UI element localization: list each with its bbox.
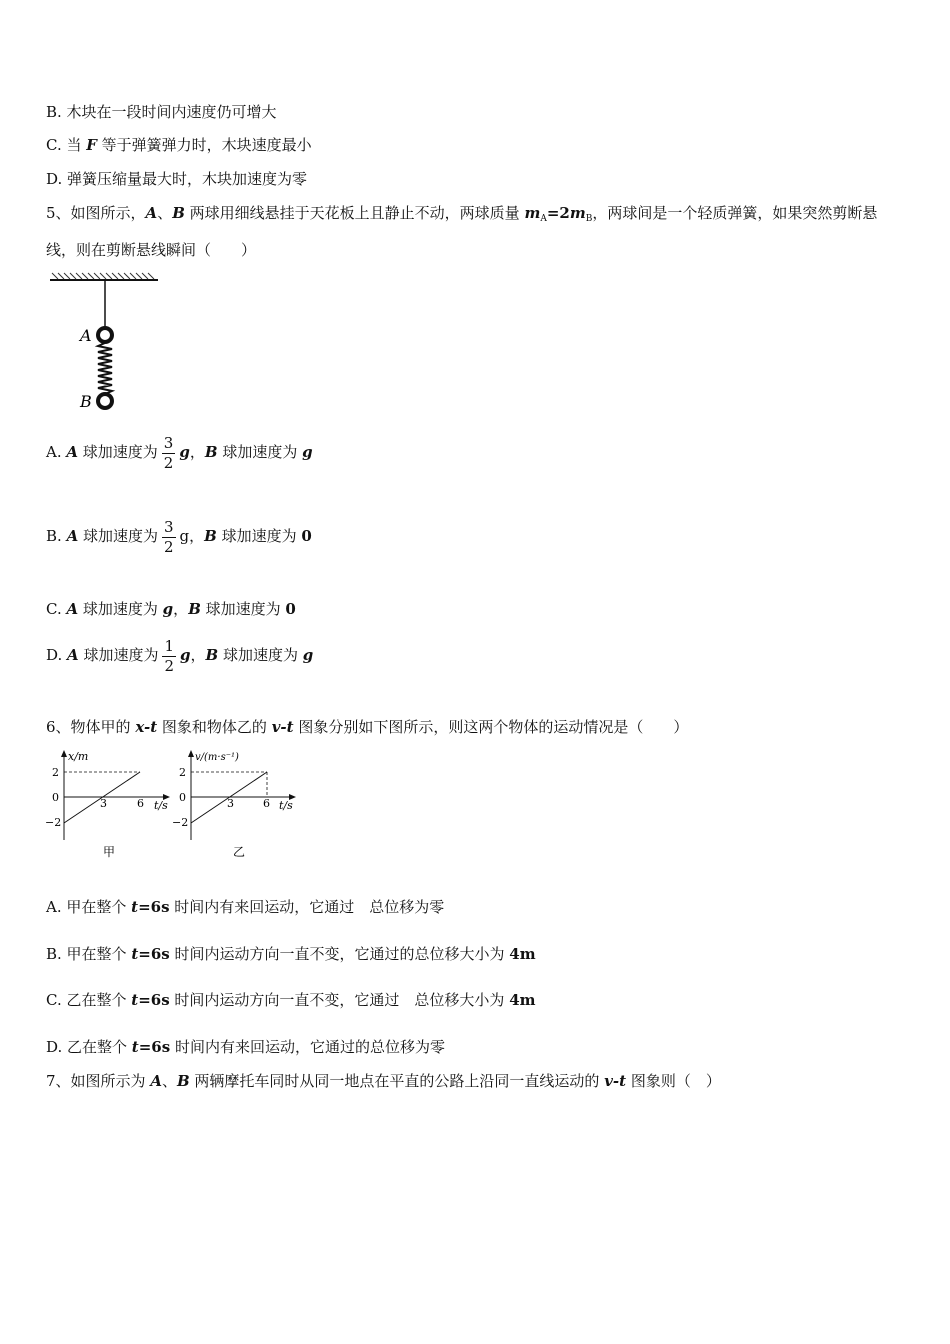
q5-option-a xyxy=(46,433,313,473)
q7-stem-prefix: 7、如图所示为 xyxy=(46,1072,151,1090)
q5-option-b-mid2: 球加速度为 xyxy=(216,527,302,545)
x-tick-mid: 3 xyxy=(100,797,107,810)
q5-option-b-g1: g xyxy=(179,527,190,545)
fraction-denominator: 2 xyxy=(163,537,174,556)
y-axis-arrow xyxy=(188,750,194,757)
q6-stem-prefix: 6、物体甲的 xyxy=(46,718,136,736)
q7-stem-vt: v-t xyxy=(604,1072,627,1090)
q5-option-c-ball2: B xyxy=(188,600,201,618)
q4-option-c xyxy=(46,135,312,155)
y-axis-label: v/(m·s⁻¹) xyxy=(195,752,239,763)
q5-stem-ball-b: B xyxy=(172,204,185,222)
q5-stem-line2-text: 线，则在剪断悬线瞬间（ ） xyxy=(46,241,257,259)
ball-b xyxy=(98,394,112,408)
ball-a xyxy=(98,328,112,342)
q5-option-a-mid1: 球加速度为 xyxy=(78,443,158,461)
q5-option-d xyxy=(46,636,313,676)
q5-option-c xyxy=(46,599,296,619)
q6-option-b-prefix: B. 甲在整个 xyxy=(46,945,132,963)
q5-option-d-mid1: 球加速度为 xyxy=(78,646,159,664)
q5-option-c-g1: g xyxy=(162,600,174,618)
q6-option-d-t: t xyxy=(131,1038,139,1056)
q5-stem-mass-a: m xyxy=(524,204,541,222)
x-tick-end: 6 xyxy=(263,797,270,810)
y-tick-bottom: −2 xyxy=(172,816,189,829)
q5-option-a-g2: g xyxy=(302,443,313,461)
q5-stem-mid: 两球用细线悬挂于天花板上且静止不动，两球质量 xyxy=(184,204,525,222)
q5-stem-sub-a: A xyxy=(540,214,547,224)
ceiling xyxy=(50,273,158,280)
q6-option-b-time: =6s xyxy=(138,945,170,963)
q5-stem-mass-b: m xyxy=(569,204,586,222)
q4-option-b-text: B. 木块在一段时间内速度仍可增大 xyxy=(46,103,277,121)
spring xyxy=(98,343,112,394)
q6-graph-jia xyxy=(40,748,180,863)
x-axis-label: t/s xyxy=(279,799,293,812)
q4-option-b xyxy=(46,102,277,122)
q5-option-b-mid1: 球加速度为 xyxy=(78,527,158,545)
q6-option-d xyxy=(46,1037,445,1057)
q6-option-d-time: =6s xyxy=(138,1038,171,1056)
q7-stem-mid: 两辆摩托车同时从同一地点在平直的公路上沿同一直线运动的 xyxy=(189,1072,605,1090)
fraction-denominator: 2 xyxy=(164,656,174,675)
y-tick-zero: 0 xyxy=(52,791,59,804)
q5-option-b-fraction xyxy=(162,518,176,557)
q6-option-c-value: 4m xyxy=(509,991,536,1009)
q5-option-d-fraction xyxy=(162,637,176,676)
q5-stem-ball-a: A xyxy=(145,204,158,222)
q6-option-c-time: =6s xyxy=(138,991,170,1009)
q5-option-a-ball2: B xyxy=(204,443,218,461)
q5-option-a-fraction xyxy=(162,434,176,473)
q5-option-b-ball2: B xyxy=(204,527,217,545)
q6-option-c-prefix: C. 乙在整个 xyxy=(46,991,132,1009)
q6-option-b-value: 4m xyxy=(509,945,536,963)
y-tick-top: 2 xyxy=(52,766,59,779)
fraction-numerator: 3 xyxy=(163,433,174,452)
q6-option-c-text: 时间内运动方向一直不变，它通过 总位移大小为 xyxy=(169,991,510,1009)
q6-option-a-text: 时间内有来回运动，它通过 总位移为零 xyxy=(169,898,445,916)
q4-option-c-prefix: C. 当 xyxy=(46,136,87,154)
q6-option-a-t: t xyxy=(131,898,139,916)
q4-option-d-text: D. 弹簧压缩量最大时，木块加速度为零 xyxy=(46,170,308,188)
q6-option-b xyxy=(46,944,536,964)
q4-option-c-force: F xyxy=(86,136,97,154)
y-tick-top: 2 xyxy=(179,766,186,779)
q5-option-a-sep: ， xyxy=(189,443,205,461)
q6-stem xyxy=(46,717,688,737)
q5-option-a-ball1: A xyxy=(66,443,79,461)
q4-option-d xyxy=(46,169,307,189)
q5-option-d-mid2: 球加速度为 xyxy=(218,646,303,664)
q6-graph-yi xyxy=(168,748,308,863)
q5-stem-line2 xyxy=(46,240,256,260)
q5-option-d-g1: g xyxy=(180,646,191,664)
q5-option-b-ball1: A xyxy=(66,527,79,545)
q5-stem-line1 xyxy=(46,203,877,229)
x-axis-label: t/s xyxy=(154,799,168,812)
q6-option-a-time: =6s xyxy=(138,898,170,916)
q5-option-a-mid2: 球加速度为 xyxy=(217,443,303,461)
y-axis-label: x/m xyxy=(68,750,89,763)
q6-option-b-t: t xyxy=(131,945,139,963)
q5-option-b-prefix: B. xyxy=(46,527,67,545)
y-axis-arrow xyxy=(61,750,67,757)
q7-stem-b: B xyxy=(176,1072,190,1090)
q5-option-d-ball2: B xyxy=(205,646,219,664)
q5-option-a-prefix: A. xyxy=(46,443,67,461)
q7-stem-post: 图象则（ ） xyxy=(626,1072,721,1090)
q5-stem-post: ，两球间是一个轻质弹簧，如果突然剪断悬 xyxy=(592,204,878,222)
q6-option-d-prefix: D. 乙在整个 xyxy=(46,1038,132,1056)
q5-option-c-prefix: C. xyxy=(46,600,67,618)
q5-option-b-value: 0 xyxy=(301,527,312,545)
fraction-numerator: 3 xyxy=(163,517,174,536)
q5-option-b-sep: ， xyxy=(189,527,205,545)
x-tick-end: 6 xyxy=(137,797,144,810)
q6-stem-mid: 图象和物体乙的 xyxy=(157,718,272,736)
q6-stem-vt: v-t xyxy=(271,718,294,736)
q5-stem-prefix: 5、如图所示， xyxy=(46,204,146,222)
q5-option-d-prefix: D. xyxy=(46,646,68,664)
y-tick-zero: 0 xyxy=(179,791,186,804)
q5-option-c-mid1: 球加速度为 xyxy=(78,600,163,618)
q5-option-d-ball1: A xyxy=(67,646,79,664)
q5-option-c-mid2: 球加速度为 xyxy=(200,600,286,618)
q6-option-a xyxy=(46,897,444,917)
graph-caption: 甲 xyxy=(103,845,116,859)
q5-option-c-ball1: A xyxy=(66,600,79,618)
q5-option-b xyxy=(46,517,312,557)
q5-option-d-g2: g xyxy=(302,646,314,664)
ball-a-label: A xyxy=(80,326,92,345)
ball-b-label: B xyxy=(80,392,92,411)
q5-option-c-value: 0 xyxy=(285,600,296,618)
q5-stem-eq: =2 xyxy=(546,204,570,222)
q6-stem-post: 图象分别如下图所示，则这两个物体的运动情况是（ ） xyxy=(293,718,689,736)
q5-spring-figure xyxy=(46,270,176,415)
q5-option-c-sep: ， xyxy=(173,600,189,618)
q5-stem-sep: 、 xyxy=(157,204,173,222)
graph-caption: 乙 xyxy=(233,845,246,859)
q6-option-c xyxy=(46,990,536,1010)
q5-option-d-sep: ， xyxy=(190,646,206,664)
fraction-denominator: 2 xyxy=(163,453,174,472)
fraction-numerator: 1 xyxy=(164,636,174,655)
q5-stem-sub-b: B xyxy=(585,214,593,224)
q4-option-c-text: 等于弹簧弹力时，木块速度最小 xyxy=(96,136,312,154)
q6-option-a-prefix: A. 甲在整个 xyxy=(46,898,132,916)
y-tick-bottom: −2 xyxy=(45,816,62,829)
q7-stem xyxy=(46,1071,721,1091)
q6-option-b-text: 时间内运动方向一直不变，它通过的总位移大小为 xyxy=(169,945,510,963)
q7-stem-a: A xyxy=(150,1072,162,1090)
q5-option-a-g1: g xyxy=(179,443,190,461)
q6-option-c-t: t xyxy=(131,991,139,1009)
q6-stem-xt: x-t xyxy=(135,718,158,736)
x-tick-mid: 3 xyxy=(227,797,234,810)
q7-stem-sep: 、 xyxy=(161,1072,177,1090)
q6-option-d-text: 时间内有来回运动，它通过的总位移为零 xyxy=(170,1038,445,1056)
